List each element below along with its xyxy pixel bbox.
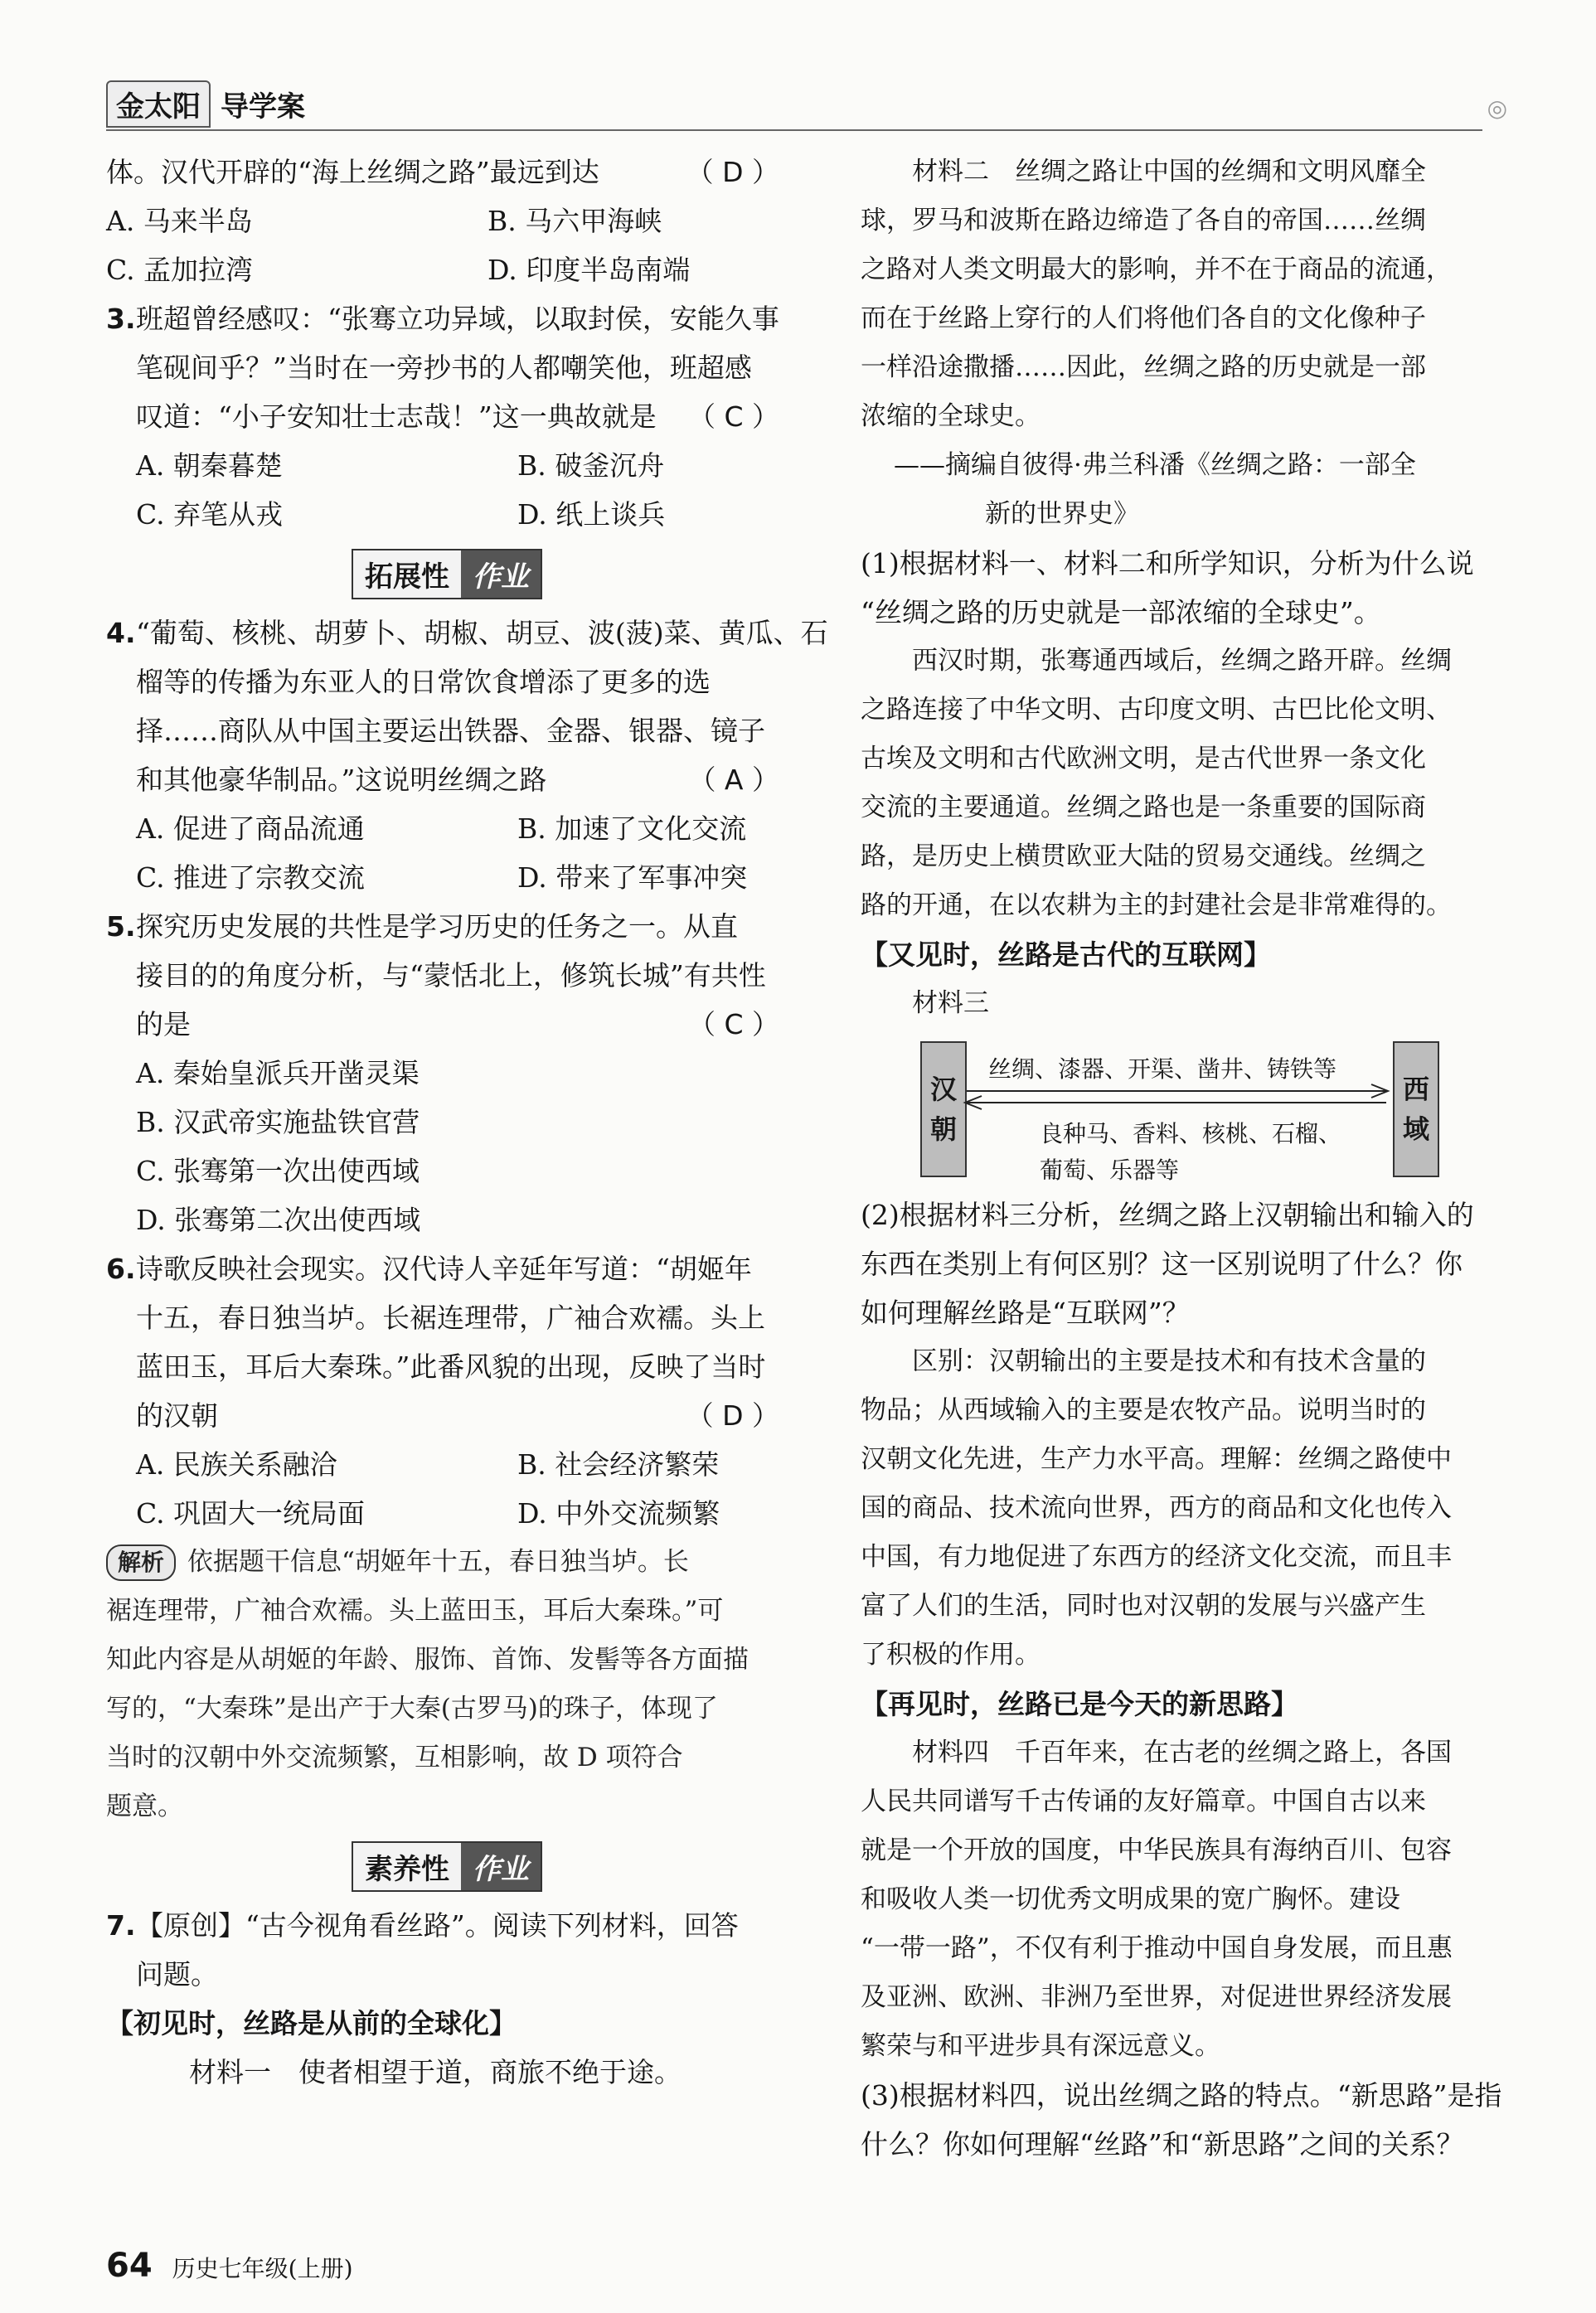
q4-number: 4.: [106, 617, 136, 649]
page-header: [106, 80, 1507, 129]
q5-answer: （ C ）: [687, 1008, 779, 1040]
q5-number: 5.: [106, 910, 136, 943]
q6-number: 6.: [106, 1253, 136, 1285]
option: B. 汉武帝实施盐铁官营: [136, 1106, 420, 1138]
left-column: [106, 148, 828, 2097]
question-5: 5. 探究历史发展的共性是学习历史的任务之一。从直 接目的的角度分析，与“蒙恬北上，修筑长城”有共性 的是 （ C ） A. 秦始皇派兵开凿灵渠 B. 汉武帝实施盐铁官营 C. 张骞第一次出使西域 D. 张骞第二次出使西域: [106, 902, 788, 1244]
brand-logo: [106, 80, 305, 128]
option: C. 张骞第一次出使西域: [136, 1155, 420, 1187]
material-2: 材料二 丝绸之路让中国的丝绸和文明风靡全 球，罗马和波斯在路边缔造了各自的帝国……丝绸 之路对人类文明最大的影响，并不在于商品的流通， 而在于丝路上穿行的人们将他们各自的文化像种子 一样沿途撒播……因此，丝绸之路的历史就是一部 浓缩的全球史。 ——摘编自彼得·弗兰科潘《丝绸之路：一部全 新的世界史》: [861, 148, 1516, 539]
han-dynasty-box: 汉 朝: [920, 1041, 967, 1177]
q6-options: [106, 1440, 788, 1538]
material-3-label: 材料三: [912, 988, 989, 1018]
option: B. 破釜沉舟: [517, 449, 665, 482]
answer-2: 区别：汉朝输出的主要是技术和有技术含量的 物品；从西域输入的主要是农牧产品。说明当时的 汉朝文化先进，生产力水平高。理解：丝绸之路使中 国的商品、技术流向世界，西方的商品和文化也传入 中国，有力地促进了东西方的经济文化交流，而且丰 富了人们的生活，同时也对汉朝的发展与兴盛产生 了积极的作用。: [861, 1346, 1452, 1670]
page-number: 64: [106, 2247, 153, 2285]
q3-options: [106, 441, 788, 539]
option: A. 秦始皇派兵开凿灵渠: [136, 1057, 420, 1089]
q2-options: [106, 196, 788, 294]
option: C. 孟加拉湾: [106, 254, 254, 286]
analysis-tag: 解析: [106, 1544, 176, 1581]
q3-number: 3.: [106, 303, 136, 335]
section-heading-extension: 拓展性 作业: [106, 539, 788, 609]
option: C. 推进了宗教交流: [136, 861, 366, 894]
option: A. 马来半岛: [106, 205, 253, 237]
subheading-2: 【又见时，丝路是古代的互联网】: [861, 938, 1271, 971]
option: D. 带来了军事冲突: [517, 861, 748, 894]
q7-number: 7.: [106, 1909, 136, 1942]
trade-diagram: [861, 1033, 1516, 1182]
exports-label: 丝绸、漆器、开渠、凿井、铸铁等: [988, 1055, 1337, 1083]
analysis-block: 解析 依据题干信息“胡姬年十五，春日独当垆。长 裾连理带，广袖合欢襦。头上蓝田玉，耳后大秦珠。”可 知此内容是从胡姬的年龄、服饰、首饰、发髻等各方面描 写的，“大秦珠”是出产于大秦(古罗马)的珠子，体现了 当时的汉朝中外交流频繁，互相影响，故 D 项符合 题意。: [106, 1538, 788, 1831]
option: B. 加速了文化交流: [517, 812, 747, 845]
subheading-1: 【初见时，丝路是从前的全球化】: [106, 2007, 517, 2039]
lightbulb-icon: ◎: [1487, 95, 1507, 122]
option: A. 民族关系融洽: [136, 1448, 337, 1481]
question-7: 7. 【原创】“古今视角看丝路”。阅读下列材料，回答 问题。 【初见时，丝路是从前的全球化】 材料一 使者相望于道，商旅不绝于途。: [106, 1901, 788, 2097]
header-rule: [106, 129, 1482, 131]
q4-answer: （ A ）: [688, 764, 779, 796]
sub-question-2: (2)根据材料三分析，丝绸之路上汉朝输出和输入的 东西在类别上有何区别？这一区别说明了什么？你 如何理解丝路是“互联网”？: [861, 1199, 1474, 1329]
option: D. 纸上谈兵: [517, 498, 666, 531]
right-column: [861, 148, 1516, 2169]
q3-answer: （ C ）: [687, 400, 779, 433]
option: B. 社会经济繁荣: [517, 1448, 720, 1481]
q2-answer: （ D ）: [686, 156, 779, 188]
section-heading-literacy: 素养性 作业: [106, 1831, 788, 1901]
brand-name: 金太阳: [106, 80, 211, 128]
sub-question-1: (1)根据材料一、材料二和所学知识，分析为什么说 “丝绸之路的历史就是一部浓缩的全球史”。: [861, 547, 1474, 628]
imports-label: 良种马、香料、核桃、石榴、 葡萄、乐器等: [1040, 1120, 1342, 1184]
question-4: 4. “葡萄、核桃、胡萝卜、胡椒、胡豆、波(菠)菜、黄瓜、石 榴等的传播为东亚人的日常饮食增添了更多的选 择……商队从中国主要运出铁器、金器、银器、镜子 和其他豪华制品。”这说明丝绸之路 （ A ） A. 促进了商品流通 B. 加速了文化交流 C. 推进了宗教交流 D. 带来了军事冲突: [106, 609, 788, 902]
option: A. 朝秦暮楚: [136, 449, 283, 482]
q4-options: [106, 804, 788, 902]
option: D. 中外交流频繁: [517, 1497, 720, 1530]
source-citation: ——摘编自彼得·弗兰科潘《丝绸之路：一部全: [894, 450, 1416, 480]
question-3: 3. 班超曾经感叹：“张骞立功异域，以取封侯，安能久事 笔砚间乎？”当时在一旁抄书的人都嘲笑他，班超感 叹道：“小子安知壮士志哉！”这一典故就是 （ C ） A. 朝秦暮楚 B. 破釜沉舟 C. 弃笔从戎 D. 纸上谈兵: [106, 294, 788, 539]
subheading-3: 【再见时，丝路已是今天的新思路】: [861, 1688, 1298, 1720]
option: C. 弃笔从戎: [136, 498, 284, 531]
book-title: 历史七年级(上册): [172, 2255, 353, 2282]
brand-subtitle: 导学案: [221, 90, 305, 124]
option: B. 马六甲海峡: [488, 205, 662, 237]
material-1: 材料一 使者相望于道，商旅不绝于途。: [189, 2056, 682, 2088]
q5-options: [106, 1049, 788, 1244]
question-6: 6. 诗歌反映社会现实。汉代诗人辛延年写道：“胡姬年 十五，春日独当垆。长裾连理带，广袖合欢襦。头上 蓝田玉，耳后大秦珠。”此番风貌的出现，反映了当时 的汉朝 （ D ） A. 民族关系融洽 B. 社会经济繁荣 C. 巩固大一统局面 D. 中外交流频繁: [106, 1244, 788, 1538]
q2-tail: 体。汉代开辟的“海上丝绸之路”最远到达 （ D ）: [106, 148, 788, 196]
western-regions-box: 西 域: [1393, 1041, 1439, 1177]
option: C. 巩固大一统局面: [136, 1497, 366, 1530]
option: D. 张骞第二次出使西域: [136, 1204, 421, 1236]
page-footer: [106, 2247, 353, 2285]
option: D. 印度半岛南端: [488, 254, 691, 286]
sub-question-3: (3)根据材料四，说出丝绸之路的特点。“新思路”是指 什么？你如何理解“丝路”和“新思路”之间的关系？: [861, 2079, 1502, 2160]
answer-1: 西汉时期，张骞通西域后，丝绸之路开辟。丝绸 之路连接了中华文明、古印度文明、古巴比伦文明、 古埃及文明和古代欧洲文明，是古代世界一条文化 交流的主要通道。丝绸之路也是一条重要的国际商 路，是历史上横贯欧亚大陆的贸易交通线。丝绸之 路的开通，在以农耕为主的封建社会是非常难得的。: [861, 646, 1452, 920]
q6-answer: （ D ）: [686, 1399, 779, 1432]
option: A. 促进了商品流通: [136, 812, 365, 845]
material-4: 材料四 千百年来，在古老的丝绸之路上，各国 人民共同谱写千古传诵的友好篇章。中国自古以来 就是一个开放的国度，中华民族具有海纳百川、包容 和吸收人类一切优秀文明成果的宽广胸怀。建设 “一带一路”，不仅有利于推动中国自身发展，而且惠 及亚洲、欧洲、非洲乃至世界，对促进世界经济发展 繁荣与和平进步具有深远意义。: [861, 1738, 1453, 2061]
